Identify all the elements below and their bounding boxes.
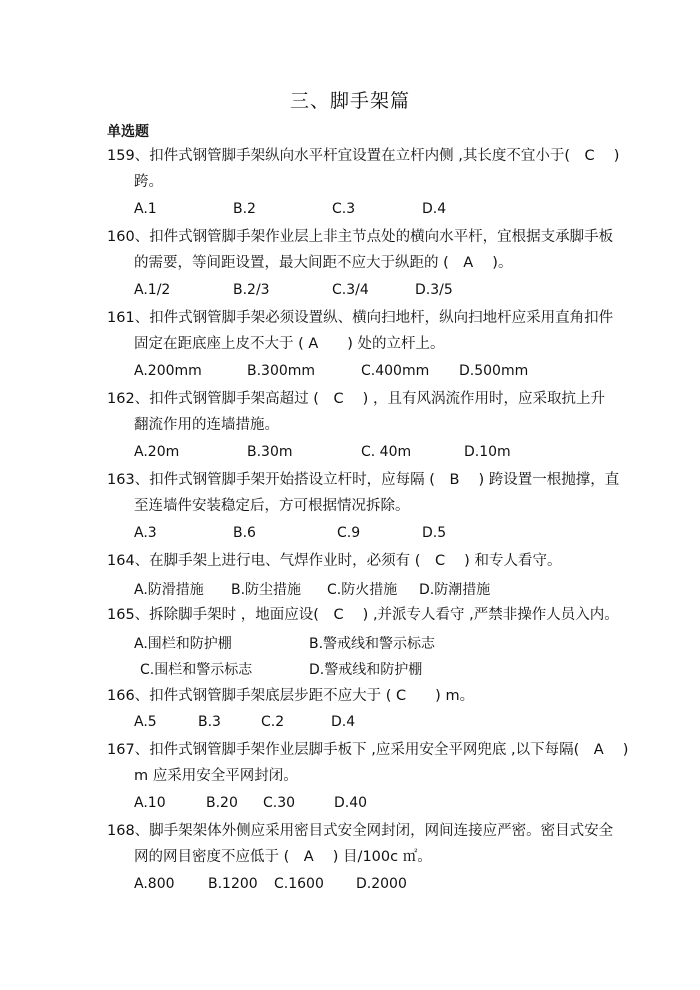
question-166: [107, 683, 607, 709]
option-b: B.1200: [208, 876, 258, 892]
question-text: 161、扣件式钢管脚手架必须设置纵、横向扫地杆，纵向扫地杆应采用直角扣件: [107, 310, 614, 326]
question-text: m 应采用安全平网封闭。: [134, 768, 298, 784]
question-165: [107, 602, 619, 628]
option-a: A.围栏和防护棚: [134, 636, 232, 652]
option-b: B.300mm: [247, 363, 316, 379]
question-168: [107, 818, 614, 870]
option-c: C.防火措施: [327, 582, 398, 598]
option-d: D.2000: [356, 876, 407, 892]
option-c: C.9: [337, 525, 361, 541]
option-d: D.3/5: [415, 282, 453, 298]
option-c: C.3/4: [332, 282, 369, 298]
option-a: A.200mm: [134, 363, 202, 379]
option-a: A.1/2: [134, 282, 171, 298]
question-159: [107, 143, 620, 195]
option-c: C.2: [261, 714, 285, 730]
option-a: A.5: [134, 714, 157, 730]
option-b: B.6: [233, 525, 256, 541]
option-a: A.20m: [134, 444, 180, 460]
option-b: B.20: [206, 795, 238, 811]
option-d: D.500mm: [459, 363, 529, 379]
question-text: 159、扣件式钢管脚手架纵向水平杆宜设置在立杆内侧 ,其长度不宜小于( C ): [107, 148, 620, 164]
question-text: 固定在距底座上皮不大于 ( A ) 处的立杆上。: [134, 336, 445, 352]
option-c: C.400mm: [361, 363, 430, 379]
option-d: D.40: [334, 795, 368, 811]
question-text: 166、扣件式钢管脚手架底层步距不应大于 ( C ) m。: [107, 688, 475, 704]
option-a: A.800: [134, 876, 175, 892]
option-a: A.3: [134, 525, 157, 541]
option-d: D.10m: [464, 444, 511, 460]
option-c: C.1600: [274, 876, 324, 892]
question-text: 162、扣件式钢管脚手架高超过 ( C ) ，且有风涡流作用时，应采取抗上升: [107, 391, 605, 407]
option-b: B.3: [198, 714, 221, 730]
page-title: 三、脚手架篇: [289, 90, 410, 112]
question-text: 网的网目密度不应低于 ( A ) 目/100c ㎡。: [134, 849, 432, 865]
option-c: C.围栏和警示标志: [140, 662, 253, 678]
question-text: 164、在脚手架上进行电、气焊作业时，必须有 ( C ) 和专人看守。: [107, 553, 562, 569]
question-163: [107, 467, 620, 519]
question-text: 163、扣件式钢管脚手架开始搭设立杆时，应每隔 ( B ) 跨设置一根抛撑，直: [107, 472, 620, 488]
question-text: 翻流作用的连墙措施。: [134, 417, 279, 433]
option-d: D.5: [422, 525, 447, 541]
option-c: C.3: [332, 201, 356, 217]
option-a: A.1: [134, 201, 157, 217]
question-text: 160、扣件式钢管脚手架作业层上非主节点处的横向水平杆，宜根据支承脚手板: [107, 229, 614, 245]
option-b: B.2/3: [233, 282, 270, 298]
question-167: [107, 737, 629, 789]
option-d: D.4: [422, 201, 447, 217]
question-164: [107, 548, 607, 574]
option-b: B.2: [233, 201, 256, 217]
option-c: C.30: [263, 795, 296, 811]
option-b: B.警戒线和警示标志: [309, 636, 436, 652]
section-heading: 单选题: [107, 124, 149, 140]
question-162: [107, 386, 607, 438]
option-d: D.警戒线和防护棚: [309, 662, 423, 678]
option-b: B.防尘措施: [231, 582, 302, 598]
option-d: D.4: [331, 714, 356, 730]
question-161: [107, 305, 614, 357]
option-a: A.防滑措施: [134, 582, 204, 598]
question-text: 168、脚手架架体外侧应采用密目式安全网封闭，网间连接应严密。密目式安全: [107, 823, 614, 839]
option-c: C. 40m: [361, 444, 412, 460]
question-text: 至连墙件安装稳定后，方可根据情况拆除。: [134, 498, 410, 514]
question-text: 跨。: [134, 174, 163, 190]
question-text: 的需要，等间距设置，最大间距不应大于纵距的 ( A )。: [134, 255, 513, 271]
question-160: [107, 224, 614, 276]
option-d: D.防潮措施: [419, 582, 491, 598]
question-text: 165、拆除脚手架时 ，地面应设( C ) ,并派专人看守 ,严禁非操作人员入内。: [107, 607, 619, 623]
option-a: A.10: [134, 795, 166, 811]
option-b: B.30m: [247, 444, 293, 460]
question-text: 167、扣件式钢管脚手架作业层脚手板下 ,应采用安全平网兜底 ,以下每隔( A ): [107, 742, 629, 758]
